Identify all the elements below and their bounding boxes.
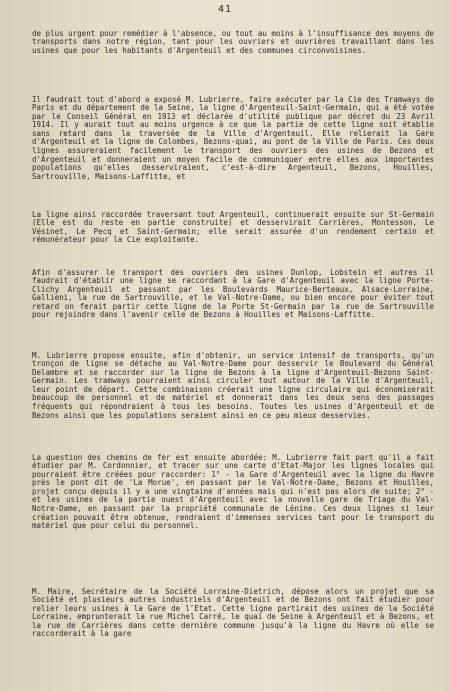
paragraph-dunlop-transport: Afin d'assurer le transport des ouvriers des usines Dunlop, Lobstein et autres il faudrait d'établir une ligne se raccordant à la Gare d'Argenteuil avec la ligne Porte-Clichy Argenteuil et passant par les Boulevards Maurice-Berteaux, Alsace-Lorraine, Gallieni, la rue de Sartrouville, et le Val-Notre-Dame, ou bien encore pour éviter tout retard on ferait partir cette ligne de la Porte St-Germain par la rue de Sartrouville pour rejoindre dans l'avenir celle de Bezons à Houilles et Maisons-Laffitte.	[32, 267, 434, 320]
paragraph-argenteuil-saint-germain-line: Il faudrait tout d'abord a exposé M. Lubrierre, faire exécuter par la Cie des Tramways de Paris et du département de la Seine, la ligne d'Argenteuil-Saint-Germain, qui a été votée par le Conseil Général en 1913 et déclarée d'utilité publique par décret du 23 Avril 1914. Il y aurait tout au moins urgence à ce que la partie de cette ligne soit établie sans retard dans la traversée de la Ville d'Argenteuil. Elle relierait la Gare d'Argenteuil et la ligne de Colombes, Bezons-quai, au pont de la Ville de Paris. Ces deux lignes assureraient facilement le transport des ouvriers des usines de Bezons et d'Argenteuil et donneraient un moyen facile de communiquer entre elles aux importantes populations qu'elles desserviraient, c'est-à-dire Argenteuil, Bezons, Houilles, Sartrouville, Maisons-Laffitte, et	[32, 94, 434, 181]
paragraph-intro-continued: de plus urgent pour remédier à l'absence, ou tout au moins à l'insuffisance des moyens de transports dans notre région, tant pour les ouvriers et ouvrières travaillant dans les usines que pour les habitants d'Argenteuil et des communes circonvoisines.	[32, 28, 434, 55]
paragraph-circular-line: M. Lubrierre propose ensuite, afin d'obtenir, un service intensif de transports, qu'un tronçon de ligne se détache au Val-Notre-Dame pour desservir le Boulevard du Général Delambre et se raccorder sur la ligne de Bezons à la ligne d'Argenteuil-Bezons Saint-Germain. Les tramways pourraient ainsi circuler tout autour de la Ville d'Argenteuil, leur point de départ. Cette combinaison créerait une ligne circulaire qui économiserait beaucoup de personnel et de matériel et donnerait dans les deux sens des passages fréquents qui répondraient à tous les besoins. Toutes les usines d'Argenteuil et de Bezons ainsi que les populations seraient ainsi en ce peu mieux desservies.	[32, 350, 434, 420]
paragraph-railways: La question des chemins de fer est ensuite abordée: M. Lubrierre fait part qu'il a fait étudier par M. Cordonnier, et tracer sur une carte d'Etat-Major les lignes locales qui pourraient être créées pour raccorder: 1° - la Gare d'Argenteuil avec la ligne du Havre près le pont dit de 'La Morue', en passant par le Val-Notre-Dame, Bezons et Houilles, projet conçu depuis il y a une vingtaine d'années mais qui n'est pas alors de suite; 2° - et les usines de la partie ouest d'Argenteuil avec la nouvelle gare de Triage du Val-Notre-Dame, en passant par la propriété communale de Lénine. Ces deux lignes si leur création pouvait être obtenue, rendraient d'immenses services tant pour le transport du matériel que pour celui du personnel.	[32, 452, 434, 531]
paragraph-lorraine-dietrich-project: M. Maire, Secrétaire de la Société Lorraine-Dietrich, dépose alors un projet que sa Société et plusieurs autres industriels d'Argenteuil et de Bezons ont fait étudier pour relier leurs usines à la Gare de l'Etat. Cette ligne partirait des usines de la Société Lorraine, emprunterait la rue Michel Carré, le quai de Seine à Argenteuil et à Bezons, et la rue de Carrières dans cette dernière commune jusqu'à la ligne du Havre où elle se raccorderait à la gare	[32, 586, 434, 639]
paragraph-line-continuation: La ligne ainsi raccordée traversant tout Argenteuil, continuerait ensuite sur St-Germain (Elle est du reste en partie construite) et desservirait Carrières, Montesson, Le Vésinet, Le Pecq et Saint-Germain; elle serait assurée d'un rendement certain et rémunérateur pour la Cie exploitante.	[32, 209, 434, 245]
page-number: 41	[217, 4, 233, 15]
